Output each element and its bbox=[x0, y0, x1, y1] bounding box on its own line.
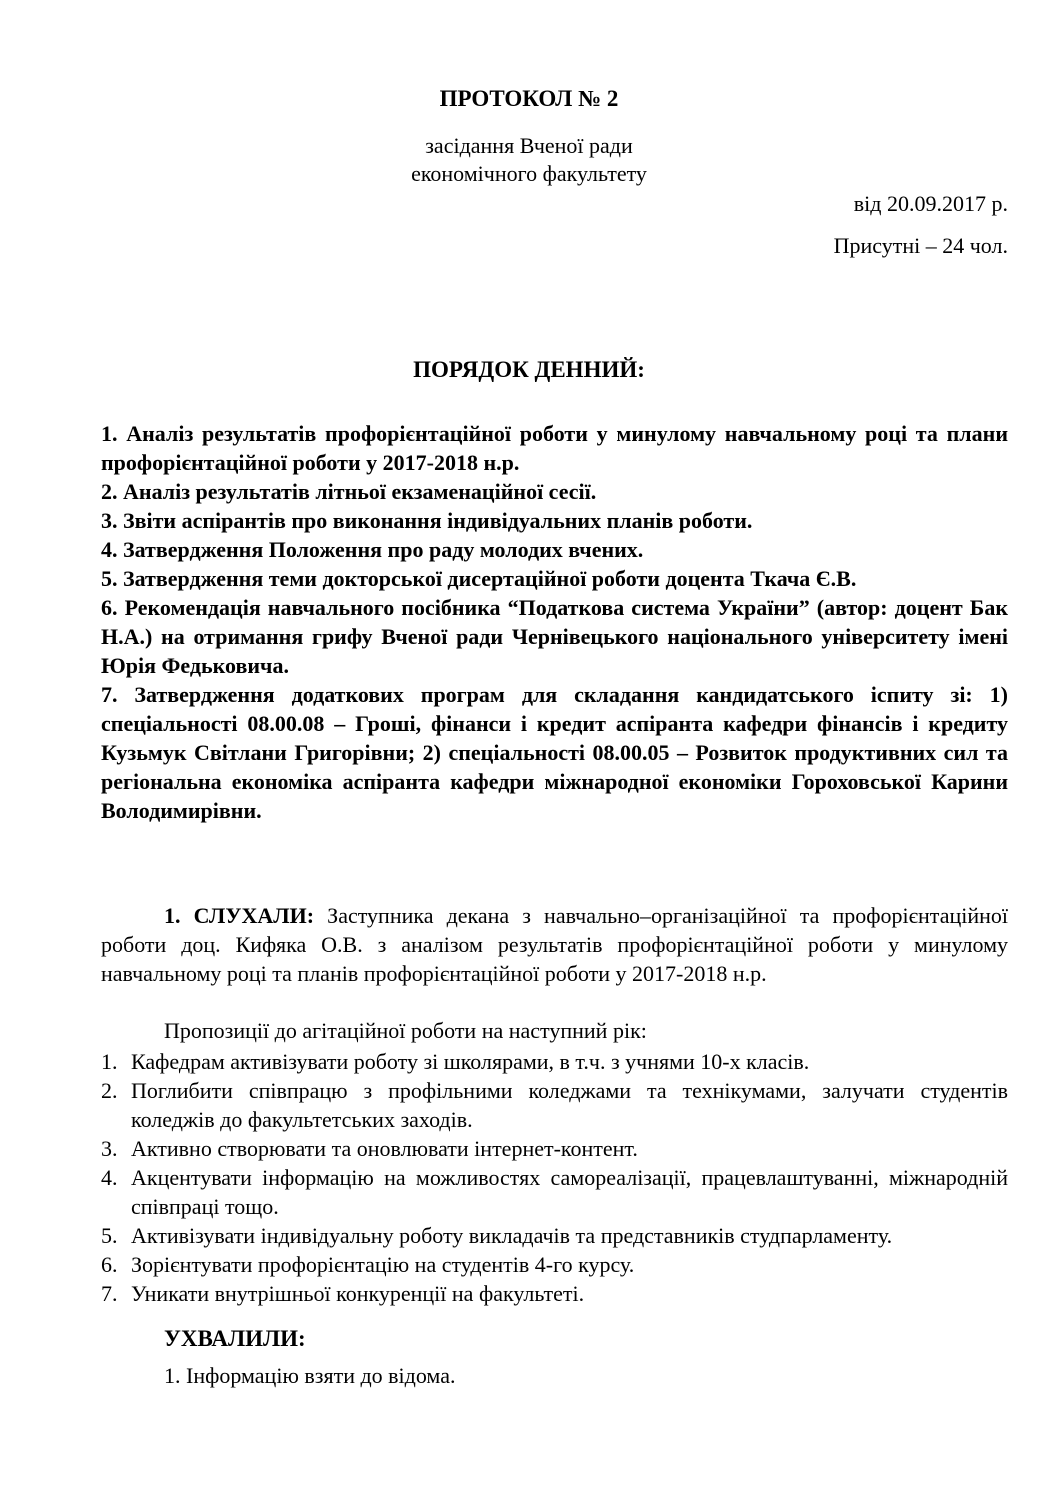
resolved-item: 1. Інформацію взяти до відома. bbox=[164, 1363, 456, 1388]
subtitle-line-2: економічного факультету bbox=[411, 161, 647, 186]
protocol-date: від 20.09.2017 р. bbox=[853, 191, 1008, 216]
list-item bbox=[101, 1163, 1008, 1221]
agenda-item: 3. Звіти аспірантів про виконання індивідуальних планів роботи. bbox=[101, 508, 753, 533]
list-item-text: Активізувати індивідуальну роботу викладачів та представників студпарламенту. bbox=[131, 1223, 893, 1248]
list-item bbox=[101, 1221, 1008, 1250]
list-item-number: 3. bbox=[101, 1136, 118, 1161]
agenda-item: 5. Затвердження теми докторської дисертаційної роботи доцента Ткача Є.В. bbox=[101, 566, 857, 591]
proposals-list bbox=[101, 1047, 1008, 1308]
list-item-number: 2. bbox=[101, 1078, 118, 1103]
list-item-number: 6. bbox=[101, 1252, 118, 1277]
list-item-text: Кафедрам активізувати роботу зі школярами, в т.ч. з учнями 10-х класів. bbox=[131, 1049, 810, 1074]
list-item-text: Поглибити співпрацю з профільними коледжами та технікумами, залучати студентів коледжів до факультетських заходів. bbox=[131, 1078, 1008, 1132]
agenda-item: 6. Рекомендація навчального посібника “Податкова система України” (автор: доцент Бак Н.А.) на отримання грифу Вченої ради Чернівецького національного університету імені Юрія Федьковича. bbox=[101, 595, 1008, 678]
agenda-item: 7. Затвердження додаткових програм для складання кандидатського іспиту зі: 1) спеціальності 08.00.08 – Гроші, фінанси і кредит аспіранта кафедри фінансів і кредиту Кузьмук Світлани Григорівни; 2) спеціальності 08.00.05 – Розвиток продуктивних сил та регіональна економіка аспіранта кафедри міжнародної економіки Гороховської Карини Володимирівни. bbox=[101, 682, 1008, 823]
list-item-number: 4. bbox=[101, 1165, 118, 1190]
list-item-number: 7. bbox=[101, 1281, 118, 1306]
agenda-item: 1. Аналіз результатів профорієнтаційної роботи у минулому навчальному році та плани профорієнтаційної роботи у 2017-2018 н.р. bbox=[101, 421, 1008, 475]
heard-paragraph bbox=[101, 901, 1008, 988]
resolved-heading: УХВАЛИЛИ: bbox=[164, 1326, 306, 1351]
protocol-title: ПРОТОКОЛ № 2 bbox=[439, 86, 619, 111]
heard-label: 1. СЛУХАЛИ: bbox=[164, 903, 315, 928]
list-item bbox=[101, 1076, 1008, 1134]
agenda-item: 4. Затвердження Положення про раду молодих вчених. bbox=[101, 537, 644, 562]
list-item bbox=[101, 1047, 1008, 1076]
proposals-intro: Пропозиції до агітаційної роботи на наступний рік: bbox=[164, 1018, 647, 1043]
list-item-number: 5. bbox=[101, 1223, 118, 1248]
list-item bbox=[101, 1279, 1008, 1308]
subtitle-line-1: засідання Вченої ради bbox=[425, 133, 633, 158]
attendance-count: Присутні – 24 чол. bbox=[833, 233, 1008, 258]
list-item bbox=[101, 1134, 1008, 1163]
list-item bbox=[101, 1250, 1008, 1279]
agenda-item: 2. Аналіз результатів літньої екзаменаційної сесії. bbox=[101, 479, 597, 504]
list-item-text: Зорієнтувати профорієнтацію на студентів 4-го курсу. bbox=[131, 1252, 635, 1277]
heard-text: Заступника декана з навчально–організаційної та профорієнтаційної роботи доц. Кифяка О.В. з аналізом результатів профорієнтаційної роботи у минулому навчальному році та планів профорієнтаційної роботи у 2017-2018 н.р. bbox=[101, 903, 1009, 986]
list-item-text: Уникати внутрішньої конкуренції на факультеті. bbox=[131, 1281, 585, 1306]
list-item-number: 1. bbox=[101, 1049, 118, 1074]
list-item-text: Активно створювати та оновлювати інтернет-контент. bbox=[131, 1136, 638, 1161]
list-item-text: Акцентувати інформацію на можливостях самореалізації, працевлаштуванні, міжнародній співпраці тощо. bbox=[131, 1165, 1008, 1219]
agenda-list bbox=[101, 419, 1008, 825]
agenda-heading: ПОРЯДОК ДЕННИЙ: bbox=[413, 357, 645, 382]
